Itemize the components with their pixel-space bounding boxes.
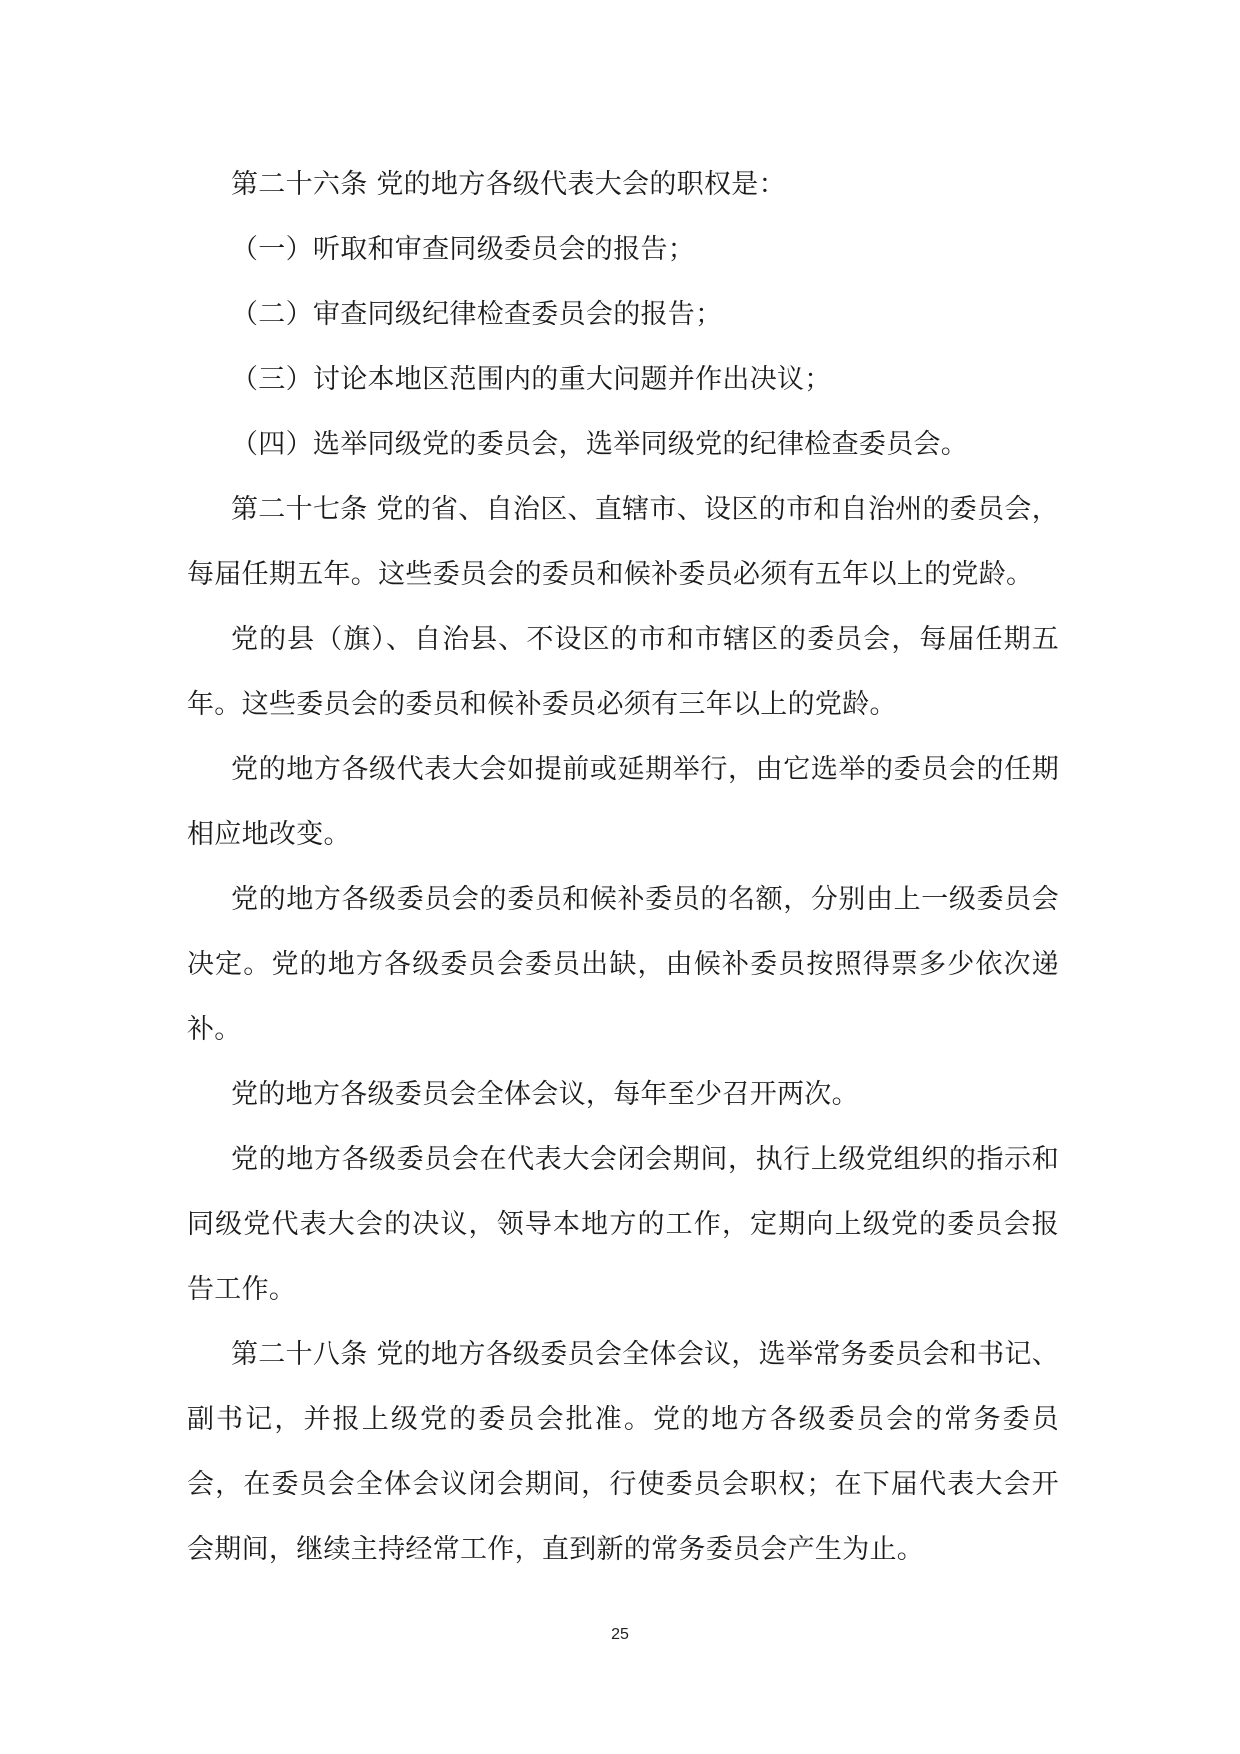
paragraph-member-quota: 党的地方各级委员会的委员和候补委员的名额，分别由上一级委员会决定。党的地方各级委员会委员出缺，由候补委员按照得票多少依次递补。 [187,884,1059,1045]
list-item-2: （二）审查同级纪律检查委员会的报告； [231,299,723,330]
paragraph-plenary-sessions: 党的地方各级委员会全体会议，每年至少召开两次。 [231,1079,859,1110]
list-item-1: （一）听取和审查同级委员会的报告； [231,234,696,265]
paragraph-term-change: 党的地方各级代表大会如提前或延期举行，由它选举的委员会的任期相应地改变。 [187,754,1059,850]
list-item-4: （四）选举同级党的委员会，选举同级党的纪律检查委员会。 [231,429,969,460]
paragraph-committee-duties: 党的地方各级委员会在代表大会闭会期间，执行上级党组织的指示和同级党代表大会的决议，领导本地方的工作，定期向上级党的委员会报告工作。 [187,1144,1059,1305]
paragraph-county-committees: 党的县（旗）、自治县、不设区的市和市辖区的委员会，每届任期五年。这些委员会的委员和候补委员必须有三年以上的党龄。 [187,624,1059,720]
paragraph-article-27: 第二十七条 党的省、自治区、直辖市、设区的市和自治州的委员会，每届任期五年。这些委员会的委员和候补委员必须有五年以上的党龄。 [187,494,1059,590]
list-item-3: （三）讨论本地区范围内的重大问题并作出决议； [231,364,832,395]
paragraph-article-26: 第二十六条 党的地方各级代表大会的职权是： [231,169,786,200]
page-number: 25 [611,1626,629,1643]
paragraph-article-28: 第二十八条 党的地方各级委员会全体会议，选举常务委员会和书记、副书记，并报上级党的委员会批准。党的地方各级委员会的常务委员会，在委员会全体会议闭会期间，行使委员会职权；在下届代表大会开会期间，继续主持经常工作，直到新的常务委员会产生为止。 [187,1339,1059,1565]
document-body [187,152,1059,1582]
